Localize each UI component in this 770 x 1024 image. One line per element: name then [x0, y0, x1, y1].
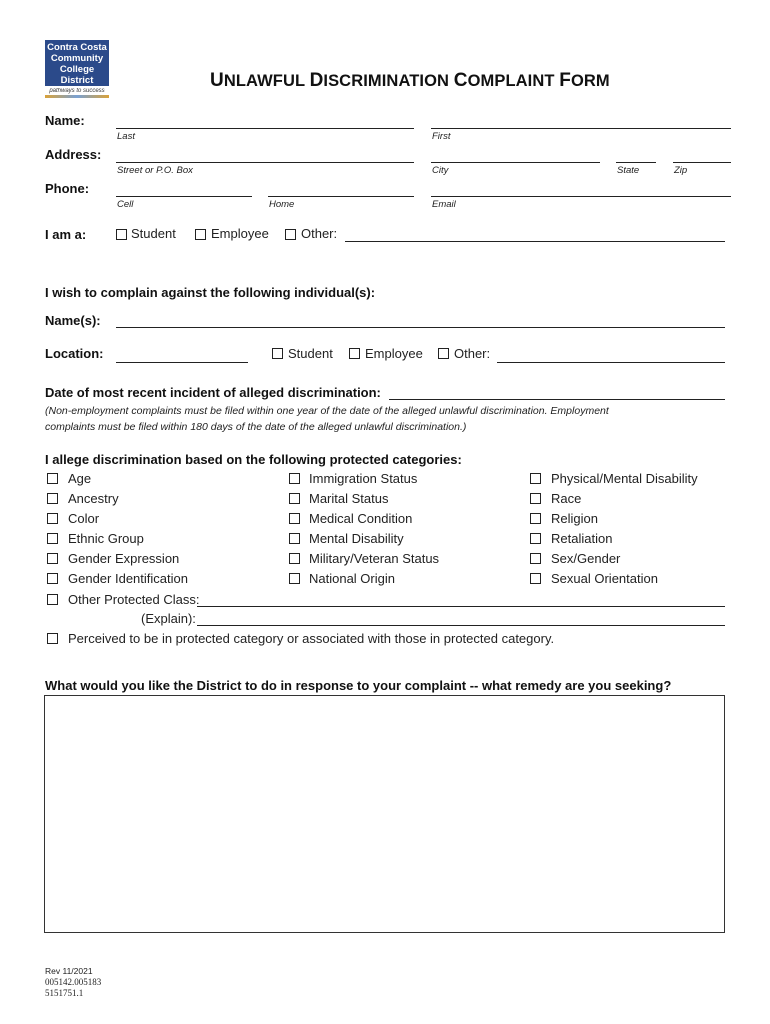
- location-employee-checkbox[interactable]: [349, 348, 360, 359]
- location-other-label: Other:: [454, 346, 491, 361]
- location-student-checkbox[interactable]: [272, 348, 283, 359]
- category-sexual-orientation-checkbox[interactable]: [530, 573, 541, 584]
- home-caption: Home: [269, 199, 295, 210]
- iam-student-checkbox[interactable]: [116, 229, 127, 240]
- category-gender-expression-checkbox[interactable]: [47, 553, 58, 564]
- title-initial-2: D: [309, 70, 324, 91]
- note-line-2: complaints must be filed within 180 days of the date of the alleged unlawful discrimination.): [45, 421, 467, 433]
- category-perceived-checkbox[interactable]: [47, 633, 58, 644]
- last-name-field[interactable]: [116, 128, 414, 129]
- category-sex-gender-checkbox[interactable]: [530, 553, 541, 564]
- explain-label: (Explain):: [141, 611, 196, 626]
- category-marital-status-label: Marital Status: [309, 491, 389, 506]
- respondent-names-label: Name(s):: [45, 313, 101, 328]
- name-label: Name:: [45, 113, 85, 128]
- iam-label: I am a:: [45, 227, 87, 242]
- category-physical-mental-disability-label: Physical/Mental Disability: [551, 471, 698, 486]
- category-gender-expression-label: Gender Expression: [68, 551, 180, 566]
- email-caption: Email: [432, 199, 456, 210]
- street-field[interactable]: [116, 162, 414, 163]
- category-medical-condition-label: Medical Condition: [309, 511, 413, 526]
- city-field[interactable]: [431, 162, 600, 163]
- remedy-textarea[interactable]: [44, 695, 725, 933]
- title-word-3: OMPLAINT: [467, 72, 560, 90]
- category-race-checkbox[interactable]: [530, 493, 541, 504]
- note-line-1: (Non-employment complaints must be filed within one year of the date of the alleged unlawful discrimination. Employment: [45, 405, 609, 417]
- category-age-checkbox[interactable]: [47, 473, 58, 484]
- title-initial-1: U: [210, 70, 224, 91]
- category-mental-disability-checkbox[interactable]: [289, 533, 300, 544]
- iam-other-field[interactable]: [345, 241, 725, 242]
- respondent-heading: I wish to complain against the following individual(s):: [45, 285, 376, 300]
- category-military-veteran-checkbox[interactable]: [289, 553, 300, 564]
- categories-heading: I allege discrimination based on the following protected categories:: [45, 452, 462, 467]
- category-national-origin-label: National Origin: [309, 571, 395, 586]
- category-military-veteran-label: Military/Veteran Status: [309, 551, 440, 566]
- category-religion-label: Religion: [551, 511, 598, 526]
- document-code-1: 005142.005183: [45, 977, 102, 987]
- title-initial-4: F: [559, 70, 571, 91]
- location-other-field[interactable]: [497, 362, 725, 363]
- category-ancestry-label: Ancestry: [68, 491, 119, 506]
- other-protected-class-label: Other Protected Class:: [68, 592, 200, 607]
- category-sex-gender-label: Sex/Gender: [551, 551, 621, 566]
- respondent-names-field[interactable]: [116, 327, 725, 328]
- iam-student-label: Student: [131, 226, 176, 241]
- category-ancestry-checkbox[interactable]: [47, 493, 58, 504]
- state-caption: State: [617, 165, 640, 176]
- state-field[interactable]: [616, 162, 656, 163]
- street-caption: Street or P.O. Box: [117, 165, 193, 176]
- location-employee-label: Employee: [365, 346, 423, 361]
- footer: [45, 966, 101, 999]
- logo-tagline: pathways to success: [49, 88, 105, 94]
- category-medical-condition-checkbox[interactable]: [289, 513, 300, 524]
- category-gender-identification-checkbox[interactable]: [47, 573, 58, 584]
- iam-other-label: Other:: [301, 226, 338, 241]
- explain-field[interactable]: [197, 625, 725, 626]
- logo-line-3: College District: [59, 64, 95, 86]
- phone-label: Phone:: [45, 181, 90, 196]
- title-word-2: ISCRIMINATION: [323, 72, 454, 90]
- category-religion-checkbox[interactable]: [530, 513, 541, 524]
- other-protected-class-field[interactable]: [197, 606, 725, 607]
- category-mental-disability-label: Mental Disability: [309, 531, 404, 546]
- remedy-heading: What would you like the District to do in response to your complaint -- what remedy are you seeking?: [45, 678, 672, 693]
- category-color-checkbox[interactable]: [47, 513, 58, 524]
- category-age-label: Age: [68, 471, 92, 486]
- category-retaliation-label: Retaliation: [551, 531, 613, 546]
- category-color-label: Color: [68, 511, 100, 526]
- category-ethnic-group-label: Ethnic Group: [68, 531, 144, 546]
- home-phone-field[interactable]: [268, 196, 414, 197]
- document-code-2: 5151751.1: [45, 988, 84, 998]
- incident-date-label: Date of most recent incident of alleged discrimination:: [45, 385, 381, 400]
- last-name-caption: Last: [117, 131, 135, 142]
- cell-caption: Cell: [117, 199, 134, 210]
- form-title: [210, 70, 610, 92]
- location-other-checkbox[interactable]: [438, 348, 449, 359]
- location-student-label: Student: [288, 346, 333, 361]
- title-word-1: NLAWFUL: [223, 72, 310, 90]
- zip-field[interactable]: [673, 162, 731, 163]
- iam-employee-checkbox[interactable]: [195, 229, 206, 240]
- first-name-field[interactable]: [431, 128, 731, 129]
- category-marital-status-checkbox[interactable]: [289, 493, 300, 504]
- district-logo: [45, 40, 109, 98]
- category-physical-mental-disability-checkbox[interactable]: [530, 473, 541, 484]
- title-initial-3: C: [453, 70, 468, 91]
- zip-caption: Zip: [674, 165, 688, 176]
- category-immigration-status-checkbox[interactable]: [289, 473, 300, 484]
- revision-date: Rev 11/2021: [45, 966, 93, 976]
- cell-phone-field[interactable]: [116, 196, 252, 197]
- logo-stripe: [45, 95, 109, 98]
- city-caption: City: [432, 165, 449, 176]
- incident-date-field[interactable]: [389, 399, 725, 400]
- category-gender-identification-label: Gender Identification: [68, 571, 188, 586]
- address-label: Address:: [45, 147, 102, 162]
- category-race-label: Race: [551, 491, 582, 506]
- category-sexual-orientation-label: Sexual Orientation: [551, 571, 658, 586]
- first-name-caption: First: [432, 131, 451, 142]
- iam-other-checkbox[interactable]: [285, 229, 296, 240]
- category-retaliation-checkbox[interactable]: [530, 533, 541, 544]
- email-field[interactable]: [431, 196, 731, 197]
- category-ethnic-group-checkbox[interactable]: [47, 533, 58, 544]
- title-word-4: ORM: [570, 72, 610, 90]
- category-national-origin-checkbox[interactable]: [289, 573, 300, 584]
- category-other-checkbox[interactable]: [47, 594, 58, 605]
- location-label: Location:: [45, 346, 104, 361]
- perceived-category-label: Perceived to be in protected category or associated with those in protected category.: [68, 631, 555, 646]
- logo-badge: [45, 40, 109, 86]
- category-immigration-status-label: Immigration Status: [309, 471, 418, 486]
- logo-line-1: Contra Costa: [47, 42, 107, 53]
- location-field[interactable]: [116, 362, 248, 363]
- logo-line-2: Community: [50, 53, 104, 64]
- filing-deadline-note: [45, 403, 735, 435]
- iam-employee-label: Employee: [211, 226, 269, 241]
